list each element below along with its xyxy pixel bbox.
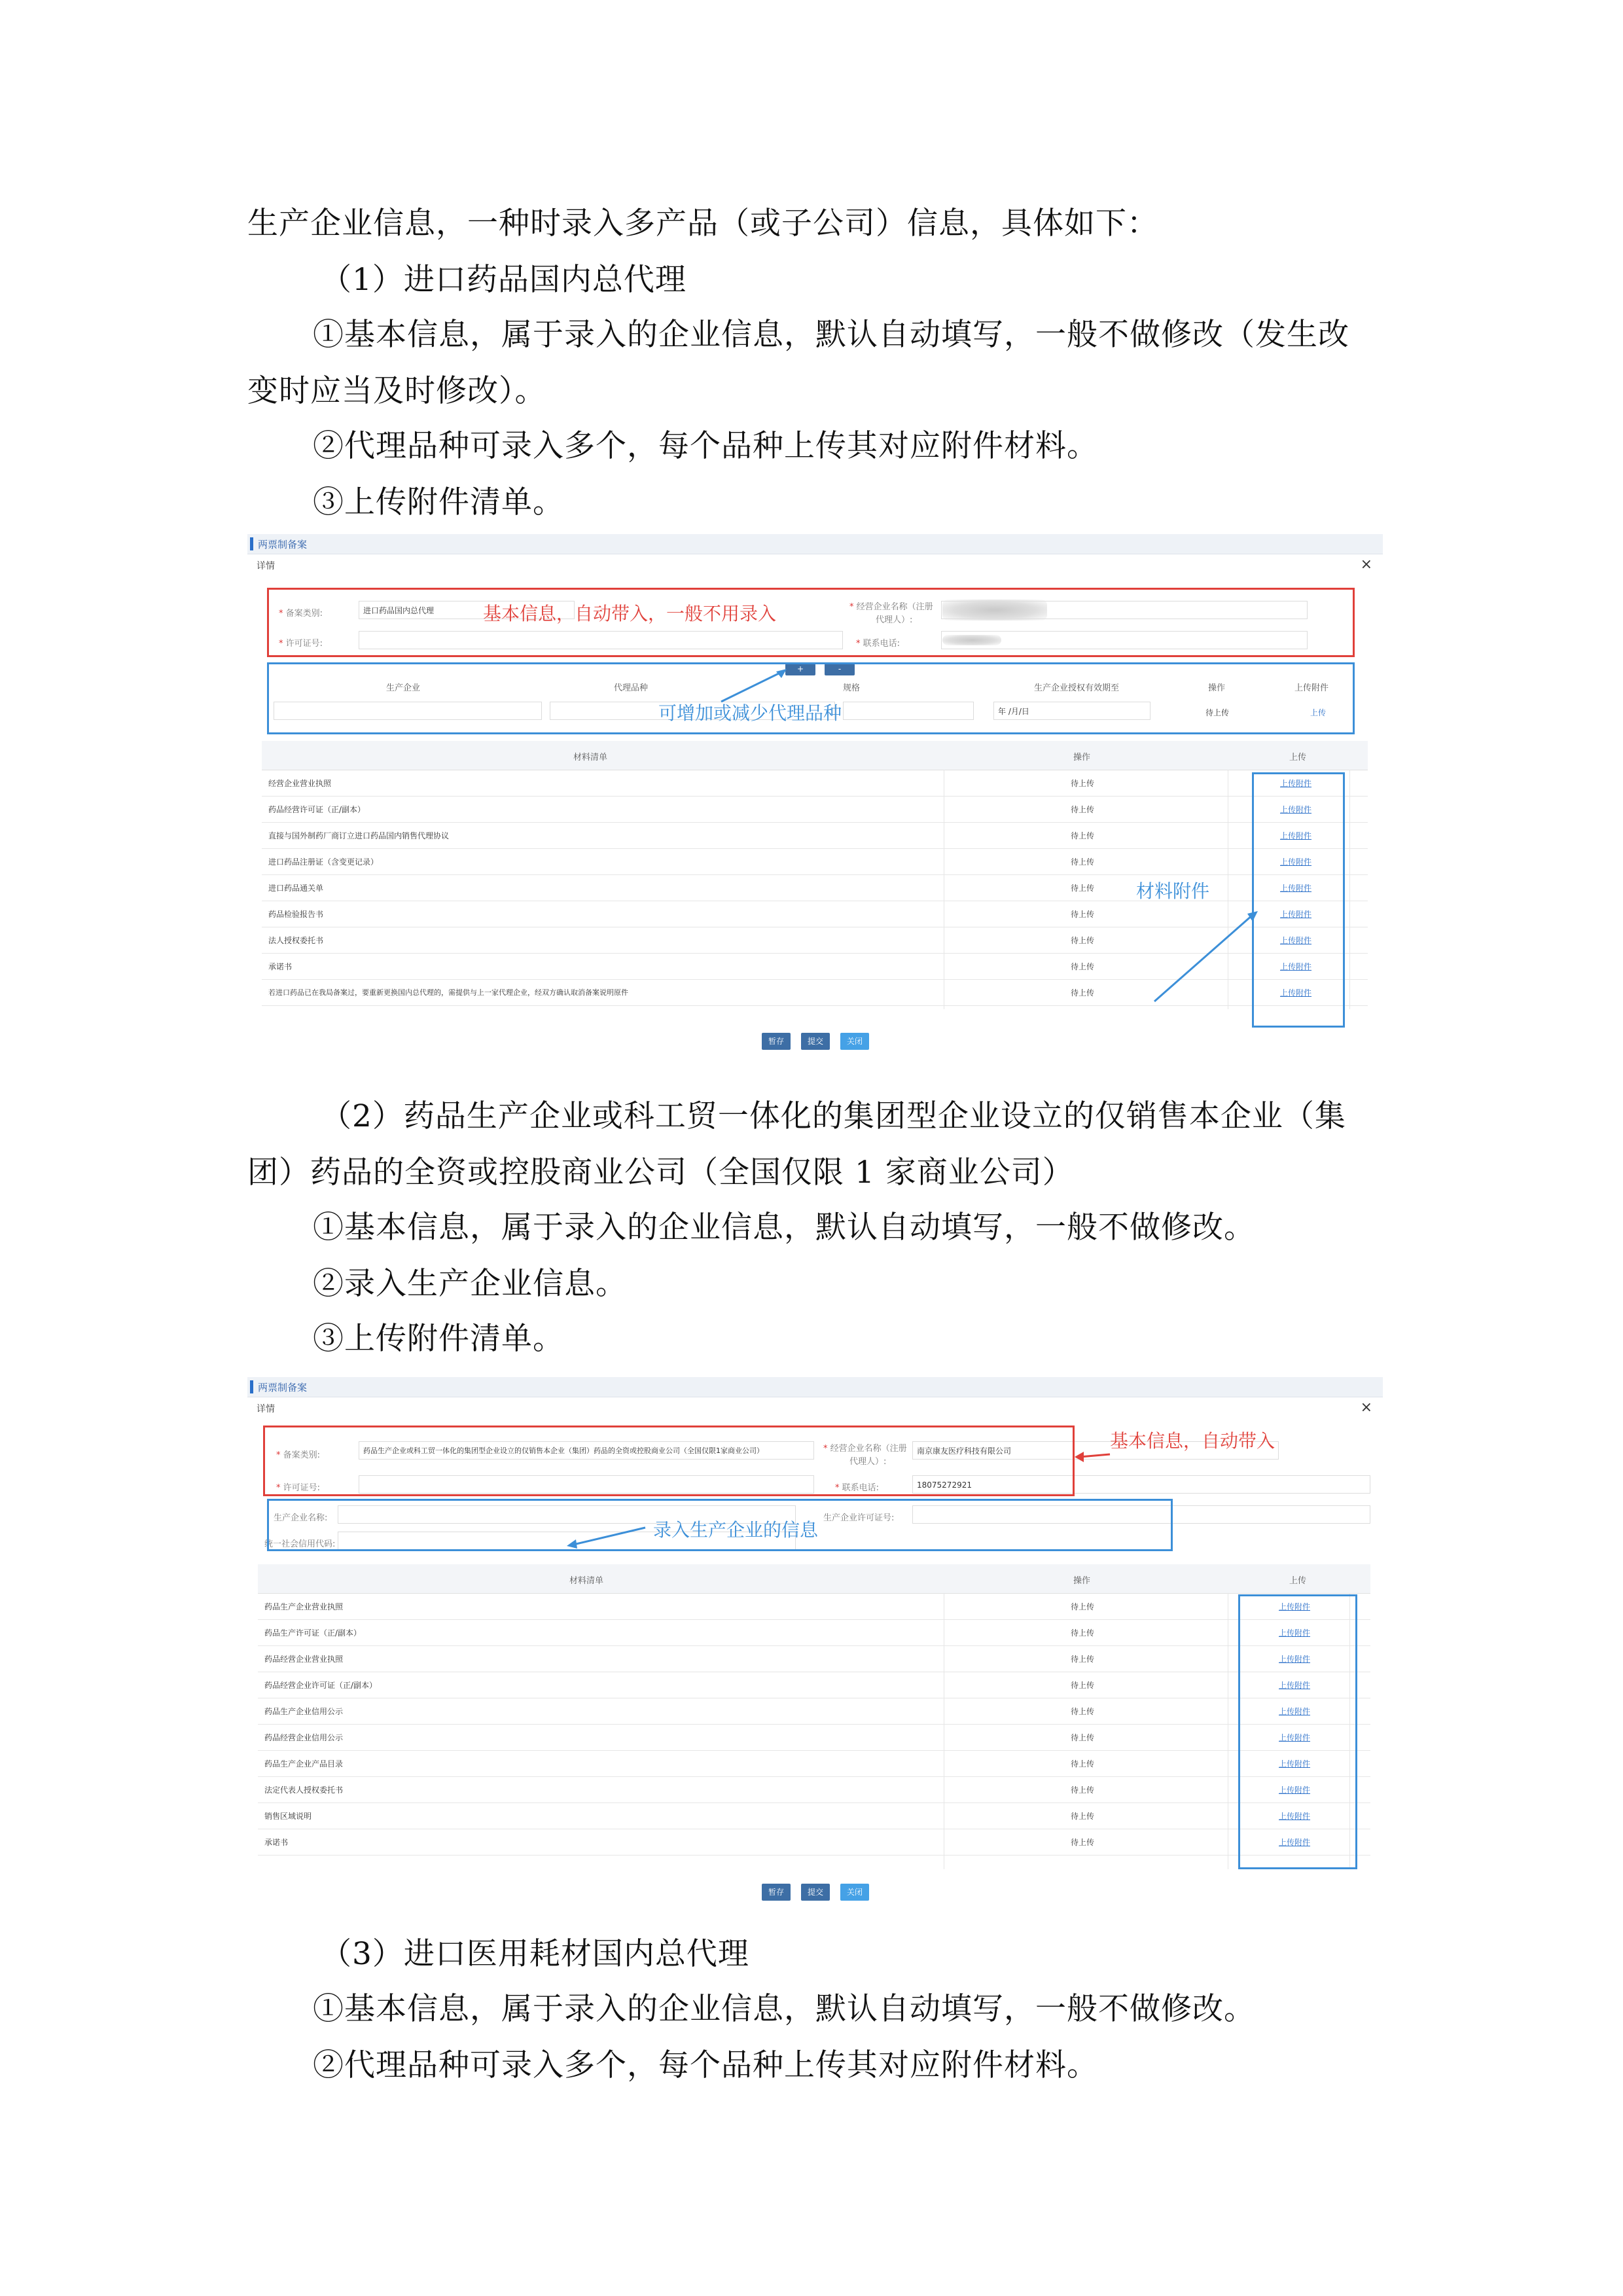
label-producer-name: 生产企业名称: <box>274 1513 328 1523</box>
company-field[interactable]: 南京康友医疗科技有限公司 <box>912 1441 1279 1460</box>
paragraph-upload-list: ③上传附件清单。 <box>313 484 564 520</box>
label-phone: * 联系电话: <box>835 1483 880 1493</box>
valid-date-input[interactable]: 年 /月/日 <box>993 702 1150 720</box>
status: 待上传 <box>1071 1838 1095 1847</box>
label-credit-code: 统一社会信用代码: <box>264 1539 336 1549</box>
material-name: 药品经营企业营业执照 <box>264 1655 344 1664</box>
operation-header: 操作 <box>1073 1576 1091 1586</box>
material-name: 药品检验报告书 <box>268 910 324 919</box>
table-row <box>258 1776 1370 1803</box>
upload-link[interactable]: 上传附件 <box>1280 910 1312 919</box>
material-name: 药品经营许可证（正/副本） <box>268 805 366 814</box>
material-name: 药品生产许可证（正/副本） <box>264 1628 362 1638</box>
material-name: 若进口药品已在我局备案过，要重新更换国内总代理的，需提供与上一家代理企业，经双方确认取消备案说明原件 <box>268 988 628 997</box>
upload-link[interactable]: 上传附件 <box>1280 805 1312 814</box>
screenshot-import-drug-form <box>247 534 1383 1058</box>
status: 待上传 <box>1071 988 1095 997</box>
table-row <box>258 1672 1370 1698</box>
paragraph-basic-info-cont: 变时应当及时修改）。 <box>247 373 546 409</box>
header-title: 两票制备案 <box>258 539 308 550</box>
status: 待上传 <box>1071 962 1095 971</box>
detail-titlebar <box>247 556 1383 573</box>
label-company: * 经营企业名称（注册 <box>823 1444 907 1454</box>
status: 待上传 <box>1071 1628 1095 1638</box>
col-operation: 操作 <box>1208 683 1226 693</box>
upload-link[interactable]: 上传附件 <box>1279 1759 1311 1768</box>
table-row <box>258 1593 1370 1620</box>
upload-header: 上传 <box>1289 1576 1307 1586</box>
paragraph-basic-info-3: ①基本信息，属于录入的企业信息，默认自动填写，一般不做修改。 <box>313 1991 1255 2027</box>
material-name: 药品经营企业许可证（正/副本） <box>264 1681 378 1690</box>
close-icon[interactable]: × <box>1360 556 1372 573</box>
paragraph-basic-info-2: ①基本信息，属于录入的企业信息，默认自动填写，一般不做修改。 <box>313 1210 1255 1246</box>
category-select[interactable]: 药品生产企业或科工贸一体化的集团型企业设立的仅销售本企业（集团）药品的全资或控股商业公司（全国仅限1家商业公司） <box>359 1441 814 1460</box>
upload-link[interactable]: 上传附件 <box>1279 1785 1311 1795</box>
material-name: 法人授权委托书 <box>268 936 324 945</box>
upload-link[interactable]: 上传附件 <box>1280 962 1312 971</box>
label-phone: * 联系电话: <box>856 639 901 649</box>
status: 待上传 <box>1071 1681 1095 1690</box>
table-row <box>262 822 1368 849</box>
label-company: * 经营企业名称（注册 <box>849 602 933 612</box>
table-row <box>258 1750 1370 1777</box>
table-row <box>258 1803 1370 1829</box>
paragraph-enter-producer: ②录入生产企业信息。 <box>313 1266 627 1302</box>
screen-header <box>247 534 1383 554</box>
upload-link[interactable]: 上传附件 <box>1280 936 1312 945</box>
detail-title: 详情 <box>257 561 275 571</box>
materials-table <box>258 1564 1370 1869</box>
annotation-producer-text: 录入生产企业的信息 <box>653 1519 819 1541</box>
annotation-variety-text: 可增加或减少代理品种 <box>658 702 842 724</box>
annotation-arrow-basic <box>1073 1445 1113 1465</box>
paragraph-agent-variety-2: ②代理品种可录入多个，每个品种上传其对应附件材料。 <box>313 2047 1098 2083</box>
category-select[interactable]: 进口药品国内总代理 <box>359 601 575 619</box>
material-name: 药品生产企业营业执照 <box>264 1602 344 1611</box>
col-upload-attachment: 上传附件 <box>1294 683 1329 693</box>
close-button[interactable]: 关闭 <box>840 1884 869 1901</box>
status: 待上传 <box>1071 805 1095 814</box>
material-name: 进口药品注册证（含变更记录） <box>268 857 379 867</box>
col-valid-until: 生产企业授权有效期至 <box>1034 683 1120 693</box>
label-license: * 许可证号: <box>279 639 323 649</box>
status: 待上传 <box>1071 1707 1095 1716</box>
table-row <box>258 1619 1370 1646</box>
status: 待上传 <box>1071 1785 1095 1795</box>
upload-link[interactable]: 上传附件 <box>1279 1628 1311 1638</box>
table-row <box>258 1698 1370 1725</box>
material-name: 直接与国外制药厂商订立进口药品国内销售代理协议 <box>268 831 450 840</box>
header-accent-bar <box>250 1380 253 1393</box>
heading-group-company-cont: 团）药品的全资或控股商业公司（全国仅限 1 家商业公司） <box>247 1155 1074 1191</box>
table-row <box>262 770 1368 797</box>
upload-link[interactable]: 上传附件 <box>1280 857 1312 867</box>
status: 待上传 <box>1071 857 1095 867</box>
label-category: * 备案类别: <box>279 609 323 619</box>
label-company-cont: 代理人）: <box>849 1457 887 1467</box>
material-name: 进口药品通关单 <box>268 884 324 893</box>
heading-group-company: （2）药品生产企业或科工贸一体化的集团型企业设立的仅销售本企业（集 <box>321 1098 1346 1134</box>
header-title: 两票制备案 <box>258 1382 308 1393</box>
add-variety-button[interactable]: + <box>785 664 815 675</box>
upload-link[interactable]: 上传附件 <box>1280 779 1312 788</box>
upload-link[interactable]: 上传附件 <box>1279 1655 1311 1664</box>
col-variety: 代理品种 <box>614 683 649 693</box>
annotation-upload-column-box <box>1252 772 1345 1028</box>
material-name: 药品经营企业信用公示 <box>264 1733 344 1742</box>
annotation-basic-info-box <box>267 588 1355 657</box>
table-row <box>258 1829 1370 1856</box>
annotation-basic-info-box <box>263 1426 1075 1496</box>
materials-header-row <box>262 741 1368 770</box>
status: 待上传 <box>1071 936 1095 945</box>
upload-link[interactable]: 上传附件 <box>1279 1812 1311 1821</box>
upload-link[interactable]: 上传附件 <box>1279 1602 1311 1611</box>
table-row <box>258 1724 1370 1751</box>
remove-variety-button[interactable]: - <box>825 664 855 675</box>
close-button[interactable]: 关闭 <box>840 1033 869 1050</box>
annotation-arrow-producer <box>564 1524 649 1550</box>
annotation-upload-column-box <box>1238 1594 1357 1869</box>
material-name: 药品生产企业信用公示 <box>264 1707 344 1716</box>
operation-header: 操作 <box>1073 753 1091 762</box>
heading-import-consumables-agent: （3）进口医用耗材国内总代理 <box>321 1936 749 1972</box>
header-accent-bar <box>250 537 253 550</box>
status: 待上传 <box>1071 779 1095 788</box>
upload-link[interactable]: 上传附件 <box>1279 1838 1311 1847</box>
table-row <box>258 1645 1370 1672</box>
material-name: 销售区域说明 <box>264 1812 312 1821</box>
status: 待上传 <box>1071 884 1095 893</box>
col-producer: 生产企业 <box>386 683 421 693</box>
table-row <box>262 796 1368 823</box>
screen-header <box>247 1377 1383 1397</box>
paragraph-intro: 生产企业信息，一种时录入多产品（或子公司）信息，具体如下： <box>247 206 1158 242</box>
material-name: 法定代表人授权委托书 <box>264 1785 344 1795</box>
paragraph-agent-variety: ②代理品种可录入多个，每个品种上传其对应附件材料。 <box>313 428 1098 464</box>
status: 待上传 <box>1071 1759 1095 1768</box>
submit-button[interactable]: 提交 <box>801 1884 830 1901</box>
paragraph-basic-info: ①基本信息，属于录入的企业信息，默认自动填写，一般不做修改（发生改 <box>313 317 1349 353</box>
materials-header-row <box>258 1564 1370 1594</box>
col-spec: 规格 <box>843 683 861 693</box>
upload-header: 上传 <box>1289 753 1307 762</box>
variety-status: 待上传 <box>1205 708 1230 717</box>
annotation-arrow-material <box>1150 907 1262 1005</box>
detail-title: 详情 <box>257 1404 275 1414</box>
annotation-arrow-variety <box>719 665 791 704</box>
annotation-basic-info-text: 基本信息，自动带入 <box>1110 1430 1275 1452</box>
material-name: 药品生产企业产品目录 <box>264 1759 344 1768</box>
upload-link[interactable]: 上传附件 <box>1280 884 1312 893</box>
heading-import-drug-agent: （1）进口药品国内总代理 <box>321 262 687 298</box>
status: 待上传 <box>1071 1812 1095 1821</box>
phone-field[interactable]: 18075272921 <box>912 1475 1370 1494</box>
submit-button[interactable]: 提交 <box>801 1033 830 1050</box>
material-name: 经营企业营业执照 <box>268 779 332 788</box>
materials-header: 材料清单 <box>569 1576 604 1586</box>
materials-header: 材料清单 <box>573 753 608 762</box>
label-company-cont: 代理人）: <box>876 615 913 625</box>
status: 待上传 <box>1071 1733 1095 1742</box>
annotation-basic-info-text: 基本信息，自动带入，一般不用录入 <box>483 603 777 624</box>
label-producer-license: 生产企业许可证号: <box>823 1513 895 1523</box>
upload-link[interactable]: 上传附件 <box>1279 1733 1311 1742</box>
status: 待上传 <box>1071 1602 1095 1611</box>
close-icon[interactable]: × <box>1360 1399 1372 1416</box>
screenshot-group-company-form <box>247 1377 1383 1907</box>
upload-link[interactable]: 上传附件 <box>1279 1707 1311 1716</box>
upload-link[interactable]: 上传附件 <box>1279 1681 1311 1690</box>
upload-link[interactable]: 上传附件 <box>1280 831 1312 840</box>
upload-link[interactable]: 上传附件 <box>1280 988 1312 997</box>
producer-input[interactable] <box>274 702 542 720</box>
status: 待上传 <box>1071 1655 1095 1664</box>
material-name: 承诺书 <box>268 962 293 971</box>
label-category: * 备案类别: <box>276 1450 321 1460</box>
material-name: 承诺书 <box>264 1838 289 1847</box>
table-row <box>262 848 1368 875</box>
spec-input[interactable] <box>843 702 974 720</box>
variety-upload-link[interactable]: 上传 <box>1310 708 1327 717</box>
status: 待上传 <box>1071 910 1095 919</box>
paragraph-upload-list-2: ③上传附件清单。 <box>313 1321 564 1357</box>
label-license: * 许可证号: <box>276 1483 321 1493</box>
save-draft-button[interactable]: 暂存 <box>762 1033 791 1050</box>
status: 待上传 <box>1071 831 1095 840</box>
detail-titlebar <box>247 1399 1383 1416</box>
save-draft-button[interactable]: 暂存 <box>762 1884 791 1901</box>
annotation-material-text: 材料附件 <box>1136 880 1210 902</box>
